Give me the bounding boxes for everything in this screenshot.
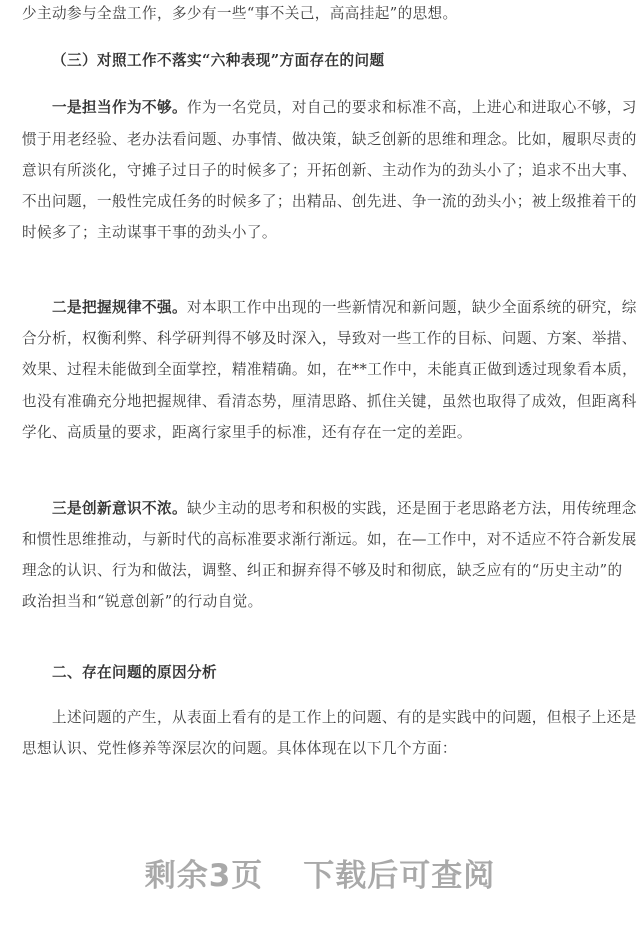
- text-line: 也没有准确充分地把握规律、看清态势，厘清思路、抓住关键，虽然也取得了成效，但距离科: [22, 393, 637, 410]
- text-line: 政治担当和“锐意创新”的行动自觉。: [22, 593, 263, 610]
- download-banner[interactable]: [0, 850, 640, 895]
- section-heading: （三）对照工作不落实“六种表现”方面存在的问题: [52, 52, 385, 69]
- text-line: 思想认识、党性修养等深层次的问题。具体体现在以下几个方面：: [22, 740, 457, 757]
- text-line: 上述问题的产生，从表面上看有的是工作上的问题、有的是实践中的问题，但根子上还是: [52, 709, 637, 726]
- remaining-pages-text: 剩余3页: [144, 858, 264, 894]
- text-line: 意识有所淡化，守摊子过日子的时候多了；开拓创新、主动作为的劲头小了；追求不出大事、: [22, 162, 637, 179]
- paragraph-lead: 二是把握规律不强。: [52, 299, 187, 316]
- paragraph-lead: 三是创新意识不浓。: [52, 500, 187, 517]
- download-hint-text: 下载后可查阅: [303, 858, 496, 894]
- text-line: 二是把握规律不强。对本职工作中出现的一些新情况和新问题，缺少全面系统的研究，综: [52, 299, 637, 316]
- text-line: 时候多了；主动谋事干事的劲头小了。: [22, 224, 277, 241]
- text-line: 一是担当作为不够。作为一名党员，对自己的要求和标准不高，上进心和进取心不够，习: [52, 99, 637, 116]
- paragraph-lead: 一是担当作为不够。: [52, 99, 187, 116]
- text-line: 学化、高质量的要求，距离行家里手的标准，还有存在一定的差距。: [22, 424, 472, 441]
- text-line: 惯于用老经验、老办法看问题、办事情、做决策，缺乏创新的思维和理念。比如，履职尽责的: [22, 131, 637, 148]
- text-line: 合分析，权衡利弊、科学研判得不够及时深入，导致对一些工作的目标、问题、方案、举措、: [22, 330, 637, 347]
- text-line: 少主动参与全盘工作，多少有一些“事不关己，高高挂起”的思想。: [22, 5, 458, 22]
- section-heading: 二、存在问题的原因分析: [52, 664, 217, 681]
- text-line: 三是创新意识不浓。缺少主动的思考和积极的实践，还是囿于老思路老方法，用传统理念: [52, 500, 637, 517]
- text-line: 理念的认识、行为和做法，调整、纠正和摒弃得不够及时和彻底，缺乏应有的“历史主动”的: [22, 562, 623, 579]
- text-line: 效果、过程未能做到全面掌控，精准精确。如，在**工作中，未能真正做到透过现象看本质，: [22, 361, 638, 378]
- text-line: 和惯性思维推动，与新时代的高标准要求渐行渐远。如，在—工作中，对不适应不符合新发展: [22, 531, 637, 548]
- text-line: 不出问题，一般性完成任务的时候多了；出精品、创先进、争一流的劲头小；被上级推着干的: [22, 193, 637, 210]
